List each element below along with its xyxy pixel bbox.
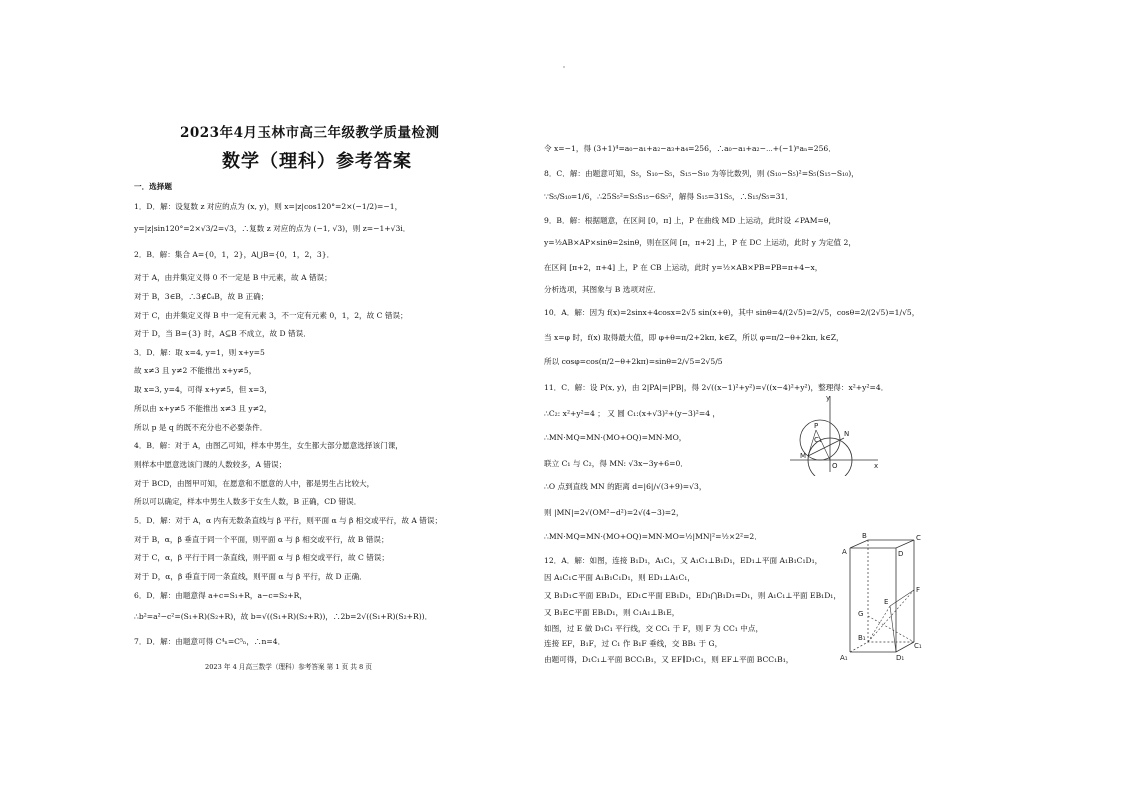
page-footer: 2023 年 4 月高三数学（理科）参考答案 第 1 页 共 8 页: [205, 663, 372, 671]
answer-line: 所以 cosφ=cos(π/2−θ+2kπ)=sinθ=2/√5=2√5/5: [544, 357, 723, 366]
answer-line: 2．B．解：集合 A={0，1，2}，A⋃B={0，1，2，3}．: [134, 250, 335, 259]
answer-line: 对于 BCD，由图甲可知，在愿意和不愿意的人中，都是男生占比较大，: [134, 479, 375, 488]
segment-b1f: [868, 590, 914, 642]
prism-bottom-face: [850, 642, 914, 652]
label-n: N: [844, 430, 850, 438]
answer-line: 对于 B，3∈B，∴3∉∁ᵤB，故 B 正确；: [134, 292, 269, 301]
answer-line: 对于 C，由并集定义得 B 中一定有元素 3，不一定有元素 0，1，2，故 C 错误；: [134, 311, 408, 320]
label-f: F: [916, 586, 921, 594]
answer-line: y=½AB×AP×sinθ=2sinθ，则在区间 [π，π+2] 上，P 在 DC 上运动，此时 y 为定值 2，: [544, 238, 856, 247]
answer-line: 则 |MN|=2√(OM²−d²)=2√(4−3)=2，: [544, 508, 684, 517]
answer-line: 3．D．解：取 x=4, y=1，则 x+y=5: [134, 348, 265, 357]
answer-line: 对于 B，α，β 垂直于同一个平面，则平面 α 与 β 相交或平行，故 B 错误；: [134, 535, 389, 544]
answer-line: 分析选项，其图象与 B 选项对应．: [544, 285, 661, 294]
answer-line: 令 x=−1，得 (3+1)⁴=a₀−a₁+a₂−a₃+a₄=256，∴a₀−a₁+a₂−⋯+(−1)ⁿaₙ=256．: [544, 144, 836, 153]
label-e: E: [884, 598, 889, 606]
answer-line: 对于 D，α，β 垂直于同一条直线，则平面 α 与 β 平行，故 D 正确．: [134, 572, 367, 581]
answer-line: 12．A．解：如图，连接 B₁D₁，A₁C₁，又 A₁C₁⊥B₁D₁，ED₁⊥平面 A₁B₁C₁D₁，: [544, 556, 823, 565]
label-g: G: [858, 610, 864, 618]
answer-line: 当 x=φ 时，f(x) 取得最大值，即 φ+θ=π/2+2kπ, k∈Z，所以 φ=π/2−θ+2kπ, k∈Z，: [544, 333, 844, 342]
answer-line: 10．A．解：因为 f(x)=2sinx+4cosx=2√5 sin(x+θ)，其中 sinθ=4/(2√5)=2/√5，cosθ=2/(2√5)=1/√5，: [544, 308, 920, 317]
label-p: P: [814, 422, 819, 430]
answer-line: 7．D．解：由题意可得 C⁴ₙ=C⁵ₙ，∴n=4．: [134, 637, 286, 646]
segment-ed1: [890, 606, 896, 652]
answer-line: 4．B．解：对于 A，由图乙可知，样本中男生，女生都大部分愿意选择该门课，: [134, 441, 403, 450]
label-x: x: [874, 462, 879, 470]
answer-line: ∴O 点到直线 MN 的距离 d=|6|/√(3+9)=√3，: [544, 482, 707, 491]
section-heading: 一．选择题: [134, 182, 172, 191]
label-d: D: [898, 550, 904, 558]
label-a1: A₁: [840, 654, 848, 662]
answer-line: ∵S₅/S₁₀=1/6，∴25S₅²=S₅S₁₅−6S₅²，解得 S₁₅=31S₅，∴S₁₅/S₅=31．: [544, 192, 793, 201]
answer-line: 对于 A，由并集定义得 0 不一定是 B 中元素，故 A 错误；: [134, 273, 332, 282]
answer-line: 所以由 x+y≠5 不能推出 x≠3 且 y≠2，: [134, 404, 272, 413]
segment-ef: [890, 590, 914, 606]
label-d1: D₁: [896, 654, 905, 662]
answer-line: ∴MN·MQ=MN·(MO+OQ)=MN·MO=½|MN|²=½×2²=2．: [544, 532, 762, 541]
label-a: A: [842, 548, 847, 556]
answer-line: 因 A₁C₁⊂平面 A₁B₁C₁D₁，则 ED₁⊥A₁C₁，: [544, 573, 695, 582]
label-o: O: [832, 462, 838, 470]
answer-line: 故 x≠3 且 y≠2 不能推出 x+y≠5，: [134, 366, 257, 375]
segment-op: [816, 430, 830, 460]
segment-gc1: [868, 616, 914, 642]
prism-top-face: [850, 540, 914, 548]
prism-figure: [840, 528, 926, 664]
answer-line: 所以可以确定，样本中男生人数多于女生人数，B 正确，CD 错误．: [134, 497, 362, 506]
answer-line: 所以 p 是 q 的既不充分也不必要条件．: [134, 423, 268, 432]
answer-line: 又 B₁D₁⊂平面 EB₁D₁，ED₁⊂平面 EB₁D₁，ED₁⋂B₁D₁=D₁，则 A₁C₁⊥平面 EB₁D₁，: [544, 591, 841, 600]
answer-line: ∴b²=a²−c²=(S₁+R)(S₂+R)，故 b=√((S₁+R)(S₂+R))，∴2b=2√((S₁+R)(S₂+R))．: [134, 612, 433, 621]
answer-line: y=|z|sin120°=2×√3/2=√3，∴复数 z 对应的点为 (−1, √3)，则 z=−1+√3i．: [134, 224, 411, 233]
answer-line: ∴MN·MQ=MN·(MO+OQ)=MN·MO，: [544, 433, 687, 442]
segment-b1e: [868, 606, 890, 642]
answer-line: 又 B₁E⊂平面 EB₁D₁，则 C₁A₁⊥B₁E，: [544, 608, 680, 617]
label-b1: B₁: [858, 634, 866, 642]
label-y: y: [826, 394, 831, 402]
answer-line: 取 x=3, y=4，可得 x+y≠5，但 x=3，: [134, 385, 272, 394]
answer-line: ∴C₂: x²+y²=4 ； 又 圆 C₁:(x+√3)²+(y−3)²=4 ，: [544, 409, 721, 418]
answer-line: 5．D．解：对于 A，α 内有无数条直线与 β 平行，则平面 α 与 β 相交或平行，故 A 错误；: [134, 516, 443, 525]
answer-line: 11．C．解：设 P(x, y)，由 2|PA|=|PB|，得 2√((x−1)²+y²)=√((x−4)²+y²)，整理得：x²+y²=4．: [544, 383, 889, 392]
label-m: M: [800, 452, 807, 460]
answer-line: 6．D．解：由题意得 a+c=S₁+R，a−c=S₂+R，: [134, 591, 307, 600]
answer-line: 联立 C₁ 与 C₂，得 MN: √3x−3y+6=0．: [544, 459, 688, 468]
label-b: B: [862, 532, 867, 540]
answer-line: 对于 D，当 B={3} 时，A⊆B 不成立，故 D 错误．: [134, 329, 311, 338]
answer-line: 由题可得，D₁C₁⊥平面 BCC₁B₁，又 EF∥D₁C₁，则 EF⊥平面 BCC₁B₁，: [544, 655, 794, 664]
label-c1: C₁: [914, 642, 922, 650]
answer-line: 9．B．解：根据题意，在区间 [0，π] 上，P 在曲线 MD 上运动，此时设 ∠PAM=θ，: [544, 216, 837, 225]
label-c1: C₁: [814, 436, 822, 444]
answer-line: 1．D．解：设复数 z 对应的点为 (x, y)，则 x=|z|cos120°=2×(−1/2)=−1，: [134, 202, 403, 211]
page-title: 2023年4月玉林市高三年级教学质量检测: [180, 125, 440, 141]
answer-line: 如图，过 E 做 D₁C₁ 平行线，交 CC₁ 于 F，则 F 为 CC₁ 中点，: [544, 624, 764, 633]
page-subtitle: 数学（理科）参考答案: [222, 151, 412, 172]
label-c: C: [916, 534, 921, 542]
answer-line: 在区间 [π+2，π+4] 上，P 在 CB 上运动，此时 y=½×AB×PB=PB=π+4−x，: [544, 263, 823, 272]
answer-line: 对于 C，α，β 平行于同一条直线，则平面 α 与 β 相交或平行，故 C 错误；: [134, 553, 389, 562]
answer-line: 8．C．解：由题意可知，S₅，S₁₀−S₅，S₁₅−S₁₀ 为等比数列，则 (S₁₀−S₅)²=S₅(S₁₅−S₁₀)，: [544, 169, 859, 178]
answer-line: 连接 EF，B₁F，过 C₁ 作 B₁F 垂线，交 BB₁ 于 G，: [544, 639, 723, 648]
answer-line: 则样本中愿意选该门课的人数较多，A 错误；: [134, 460, 287, 469]
circles-figure: [786, 392, 882, 476]
scan-speck: [563, 66, 565, 68]
